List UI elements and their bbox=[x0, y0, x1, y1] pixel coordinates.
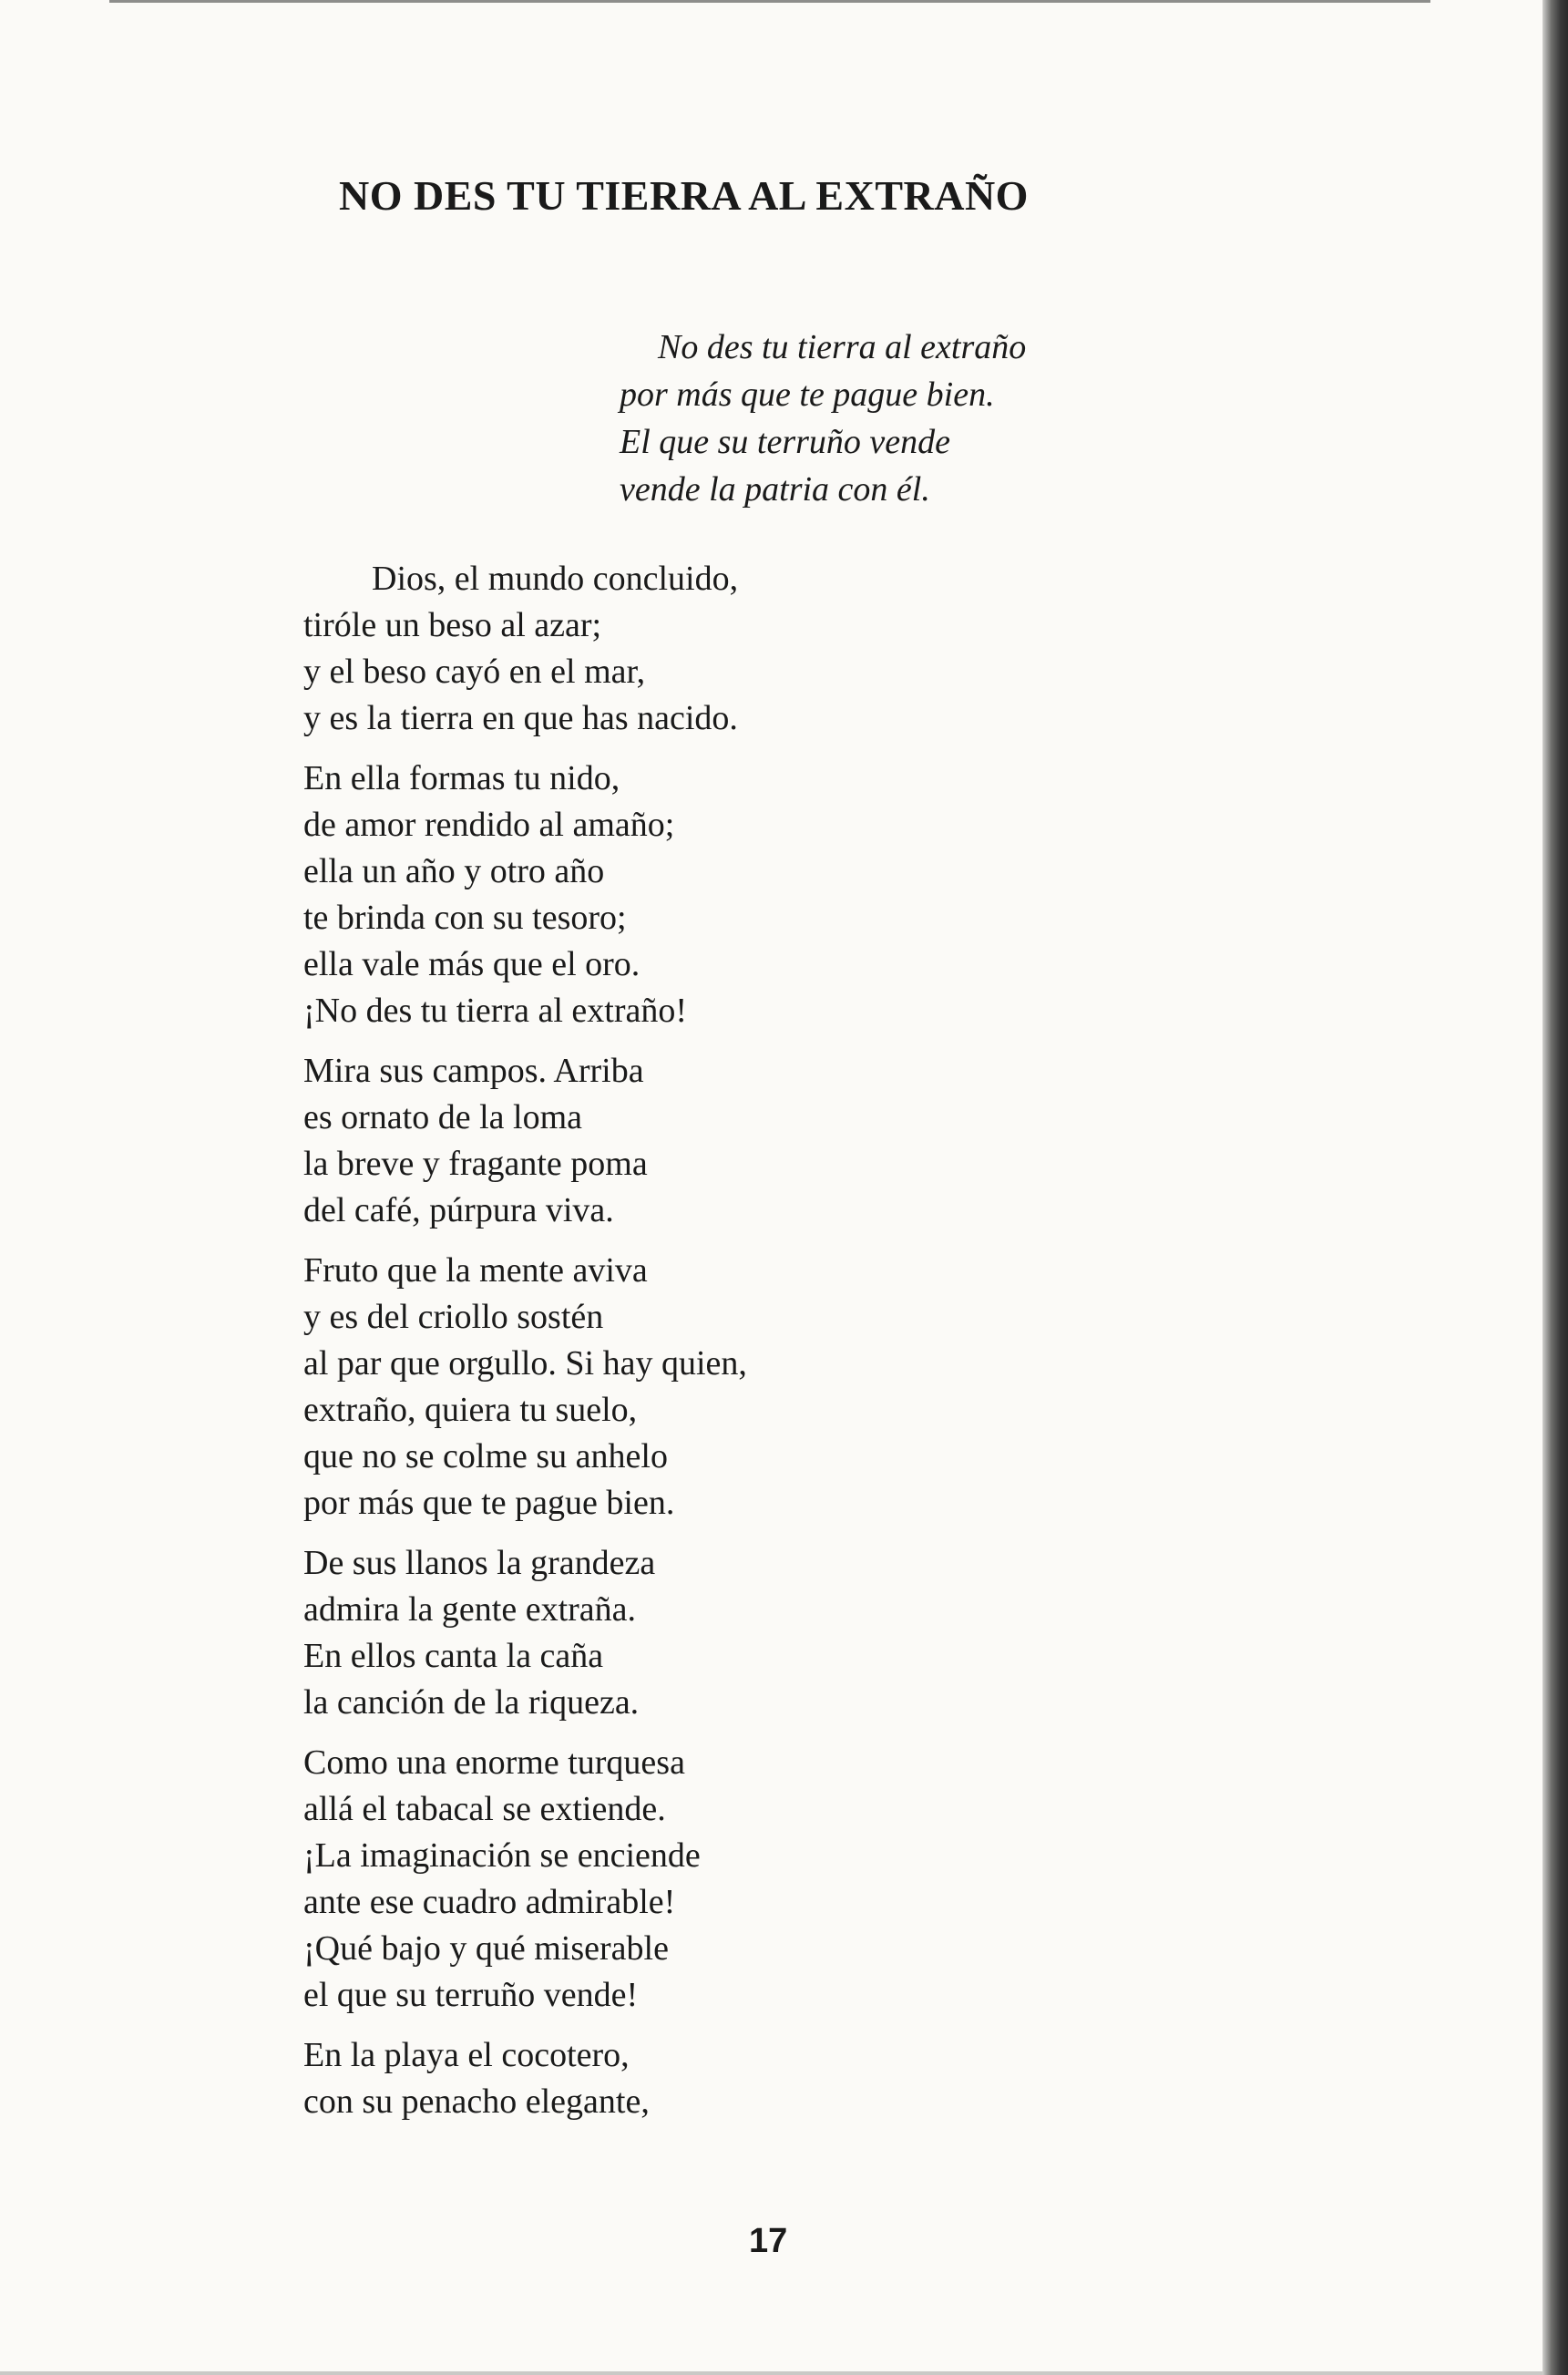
verse-line: y es del criollo sostén bbox=[303, 1298, 604, 1336]
verse-line: admira la gente extraña. bbox=[303, 1590, 637, 1629]
verse-line: con su penacho elegante, bbox=[303, 2082, 650, 2121]
poem-body bbox=[303, 556, 1050, 2139]
verse-line: ella vale más que el oro. bbox=[303, 945, 641, 983]
verse-line: Dios, el mundo concluido, bbox=[372, 560, 739, 598]
verse-line: De sus llanos la grandeza bbox=[303, 1544, 656, 1582]
epigraph-line: No des tu tierra al extraño bbox=[658, 328, 1027, 366]
verse-line: Como una enorme turquesa bbox=[303, 1743, 685, 1782]
verse-line: por más que te pague bien. bbox=[303, 1484, 675, 1522]
stanza-7 bbox=[303, 2032, 1050, 2125]
verse-line: En la playa el cocotero, bbox=[303, 2036, 630, 2074]
verse-line: En ella formas tu nido, bbox=[303, 759, 620, 797]
page-bottom-edge bbox=[0, 2371, 1542, 2375]
verse-line: es ornato de la loma bbox=[303, 1098, 583, 1136]
verse-line: el que su terruño vende! bbox=[303, 1976, 639, 2014]
epigraph-line: por más que te pague bien. bbox=[620, 375, 995, 414]
verse-line: ella un año y otro año bbox=[303, 852, 605, 890]
verse-line: la breve y fragante poma bbox=[303, 1145, 648, 1183]
stanza-3 bbox=[303, 1048, 1050, 1234]
verse-line: la canción de la riqueza. bbox=[303, 1683, 640, 1722]
verse-line: del café, púrpura viva. bbox=[303, 1191, 614, 1229]
epigraph-line: vende la patria con él. bbox=[620, 470, 930, 509]
verse-line: En ellos canta la caña bbox=[303, 1637, 604, 1675]
verse-line: ¡La imaginación se enciende bbox=[303, 1836, 701, 1875]
verse-line: extraño, quiera tu suelo, bbox=[303, 1391, 638, 1429]
stanza-4 bbox=[303, 1248, 1050, 1527]
verse-line: ¡No des tu tierra al extraño! bbox=[303, 992, 687, 1030]
poem-title: NO DES TU TIERRA AL EXTRAÑO bbox=[339, 172, 1029, 219]
verse-line: te brinda con su tesoro; bbox=[303, 899, 627, 937]
verse-line: que no se colme su anhelo bbox=[303, 1437, 668, 1475]
verse-line: y el beso cayó en el mar, bbox=[303, 653, 646, 691]
verse-line: y es la tierra en que has nacido. bbox=[303, 699, 738, 737]
epigraph-line: El que su terruño vende bbox=[620, 423, 951, 461]
page-number: 17 bbox=[749, 2222, 788, 2260]
stanza-1 bbox=[303, 556, 1050, 742]
stanza-2 bbox=[303, 756, 1050, 1034]
verse-line: Mira sus campos. Arriba bbox=[303, 1052, 644, 1090]
verse-line: ante ese cuadro admirable! bbox=[303, 1883, 676, 1921]
verse-line: tiróle un beso al azar; bbox=[303, 606, 602, 644]
page-binding-edge bbox=[1542, 0, 1568, 2375]
stanza-5 bbox=[303, 1540, 1050, 1726]
page-top-edge bbox=[109, 0, 1430, 3]
epigraph bbox=[620, 324, 1276, 513]
verse-line: ¡Qué bajo y qué miserable bbox=[303, 1929, 669, 1968]
verse-line: al par que orgullo. Si hay quien, bbox=[303, 1344, 747, 1383]
stanza-6 bbox=[303, 1740, 1050, 2019]
verse-line: allá el tabacal se extiende. bbox=[303, 1790, 666, 1828]
verse-line: Fruto que la mente aviva bbox=[303, 1251, 648, 1290]
verse-line: de amor rendido al amaño; bbox=[303, 806, 675, 844]
